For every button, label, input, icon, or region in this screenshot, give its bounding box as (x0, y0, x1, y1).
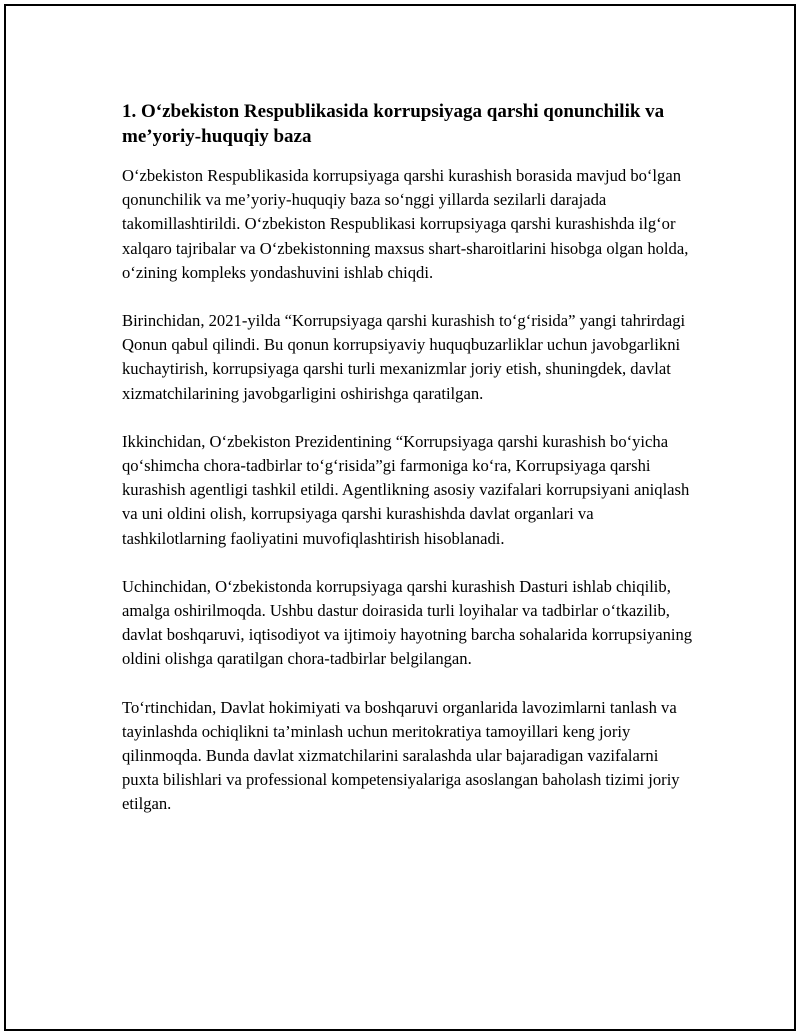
paragraph-first: Birinchidan, 2021-yilda “Korrupsiyaga qarshi kurashish to‘g‘risida” yangi tahrirdagi Qonun qabul qilindi. Bu qonun korrupsiyaviy huquqbuzarliklar uchun javobgarlikni kuchaytirish, korrupsiyaga qarshi turli mexanizmlar joriy etish, shuningdek, davlat xizmatchilarining javobgarligini oshirishga qaratilgan. (122, 311, 686, 403)
document-body (122, 99, 697, 841)
section-heading: 1. O‘zbekiston Respublikasida korrupsiyaga qarshi qonunchilik va me’yoriy-huquqiy baza (122, 101, 665, 147)
paragraph-fourth: To‘rtinchidan, Davlat hokimiyati va boshqaruvi organlarida lavozimlarni tanlash va tayinlashda ochiqlikni ta’minlash uchun meritokratiya tamoyillari keng joriy qilinmoqda. Bunda davlat xizmatchilarini saralashda ular bajaradigan vazifalarni puxta bilishlari va professional kompetensiyalariga asoslangan baholash tizimi joriy etilgan. (122, 697, 680, 814)
paragraph-second: Ikkinchidan, O‘zbekiston Prezidentining “Korrupsiyaga qarshi kurashish bo‘yicha qo‘shimcha chora-tadbirlar to‘g‘risida”gi farmoniga ko‘ra, Korrupsiyaga qarshi kurashish agentligi tashkil etildi. Agentlikning asosiy vazifalari korrupsiyani aniqlash va uni oldini olish, korrupsiyaga qarshi kurashishda davlat organlari va tashkilotlarning faoliyatini muvofiqlashtirish hisoblanadi. (122, 431, 690, 548)
paragraph-third: Uchinchidan, O‘zbekistonda korrupsiyaga qarshi kurashish Dasturi ishlab chiqilib, amalga oshirilmoqda. Ushbu dastur doirasida turli loyihalar va tadbirlar o‘tkazilib, davlat boshqaruvi, iqtisodiyot va ijtimoiy hayotning barcha sohalarida korrupsiyaning oldini olishga qaratilgan chora-tadbirlar belgilangan. (122, 576, 693, 669)
paragraph-intro: O‘zbekiston Respublikasida korrupsiyaga qarshi kurashish borasida mavjud bo‘lgan qonunchilik va me’yoriy-huquqiy baza so‘nggi yillarda sezilarli darajada takomillashtirildi. O‘zbekiston Respublikasi korrupsiyaga qarshi kurashishda ilg‘or xalqaro tajribalar va O‘zbekistonning maxsus shart-sharoitlarini hisobga olgan holda, o‘zining kompleks yondashuvini ishlab chiqdi. (122, 166, 689, 282)
page-frame (4, 4, 796, 1031)
